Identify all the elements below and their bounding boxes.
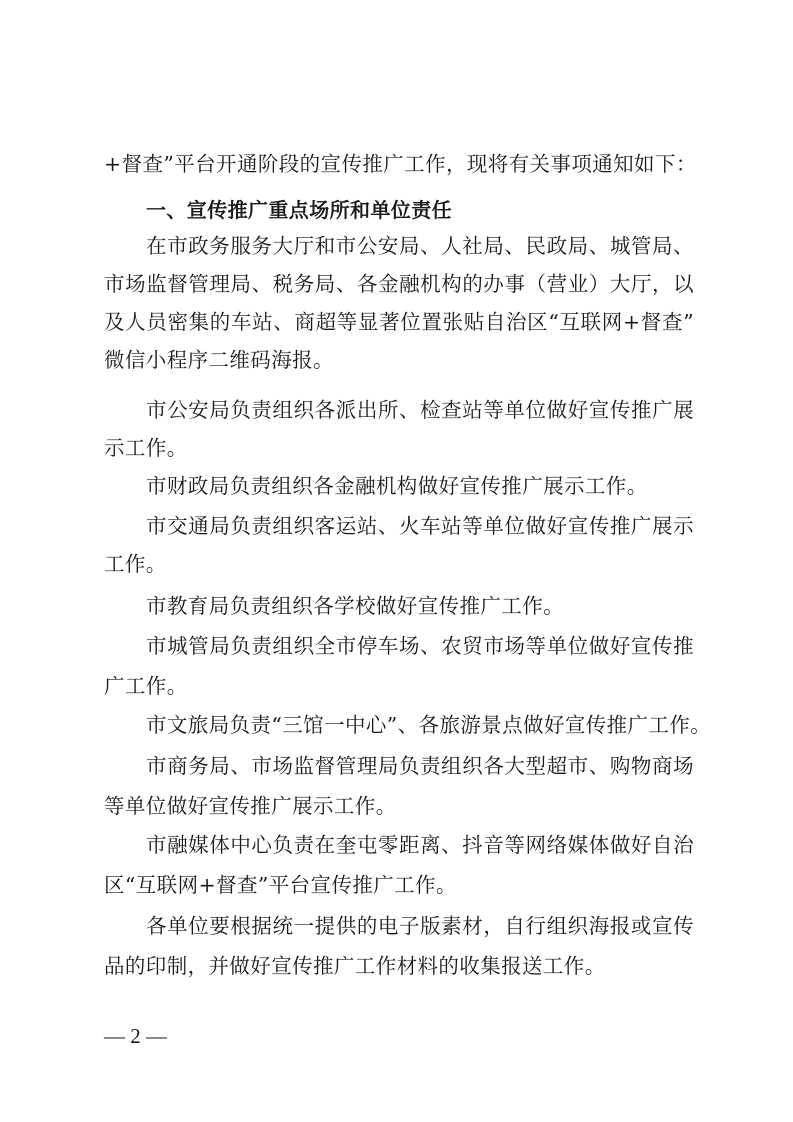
text-line: 市文旅局负责“三馆一中心”、各旅游景点做好宣传推广工作。 <box>146 713 712 737</box>
text-line: 市财政局负责组织各金融机构做好宣传推广展示工作。 <box>146 474 648 498</box>
text-line: 市融媒体中心负责在奎屯零距离、抖音等网络媒体做好自治 <box>146 833 694 857</box>
text-line: 等单位做好宣传推广展示工作。 <box>104 794 397 818</box>
text-line: 广工作。 <box>104 674 188 698</box>
text-line: 品的印制，并做好宣传推广工作材料的收集报送工作。 <box>104 954 606 978</box>
text-line: 及人员密集的车站、商超等显著位置张贴自治区“互联网+督查” <box>104 310 694 334</box>
text-line: 市交通局负责组织客运站、火车站等单位做好宣传推广展示 <box>146 514 694 538</box>
text-line: 在市政务服务大厅和市公安局、人社局、民政局、城管局、 <box>146 234 694 258</box>
text-line: 微信小程序二维码海报。 <box>104 348 334 372</box>
text-line: 市场监督管理局、税务局、各金融机构的办事（营业）大厅，以 <box>104 272 694 296</box>
text-line: 市教育局负责组织各学校做好宣传推广工作。 <box>146 594 564 618</box>
text-line: 示工作。 <box>104 436 188 460</box>
text-line: 各单位要根据统一提供的电子版素材，自行组织海报或宣传 <box>146 914 694 938</box>
text-line: +督查”平台开通阶段的宣传推广工作，现将有关事项通知如下： <box>104 152 697 176</box>
section-heading: 一、宣传推广重点场所和单位责任 <box>146 198 452 222</box>
text-line: 市商务局、市场监督管理局负责组织各大型超市、购物商场 <box>146 754 694 778</box>
text-line: 市城管局负责组织全市停车场、农贸市场等单位做好宣传推 <box>146 634 694 658</box>
text-line: 工作。 <box>104 552 167 576</box>
text-line: 市公安局负责组织各派出所、检查站等单位做好宣传推广展 <box>146 398 694 422</box>
text-line: 区“互联网+督查”平台宣传推广工作。 <box>104 873 457 897</box>
page-number: — 2 — <box>104 1024 167 1048</box>
